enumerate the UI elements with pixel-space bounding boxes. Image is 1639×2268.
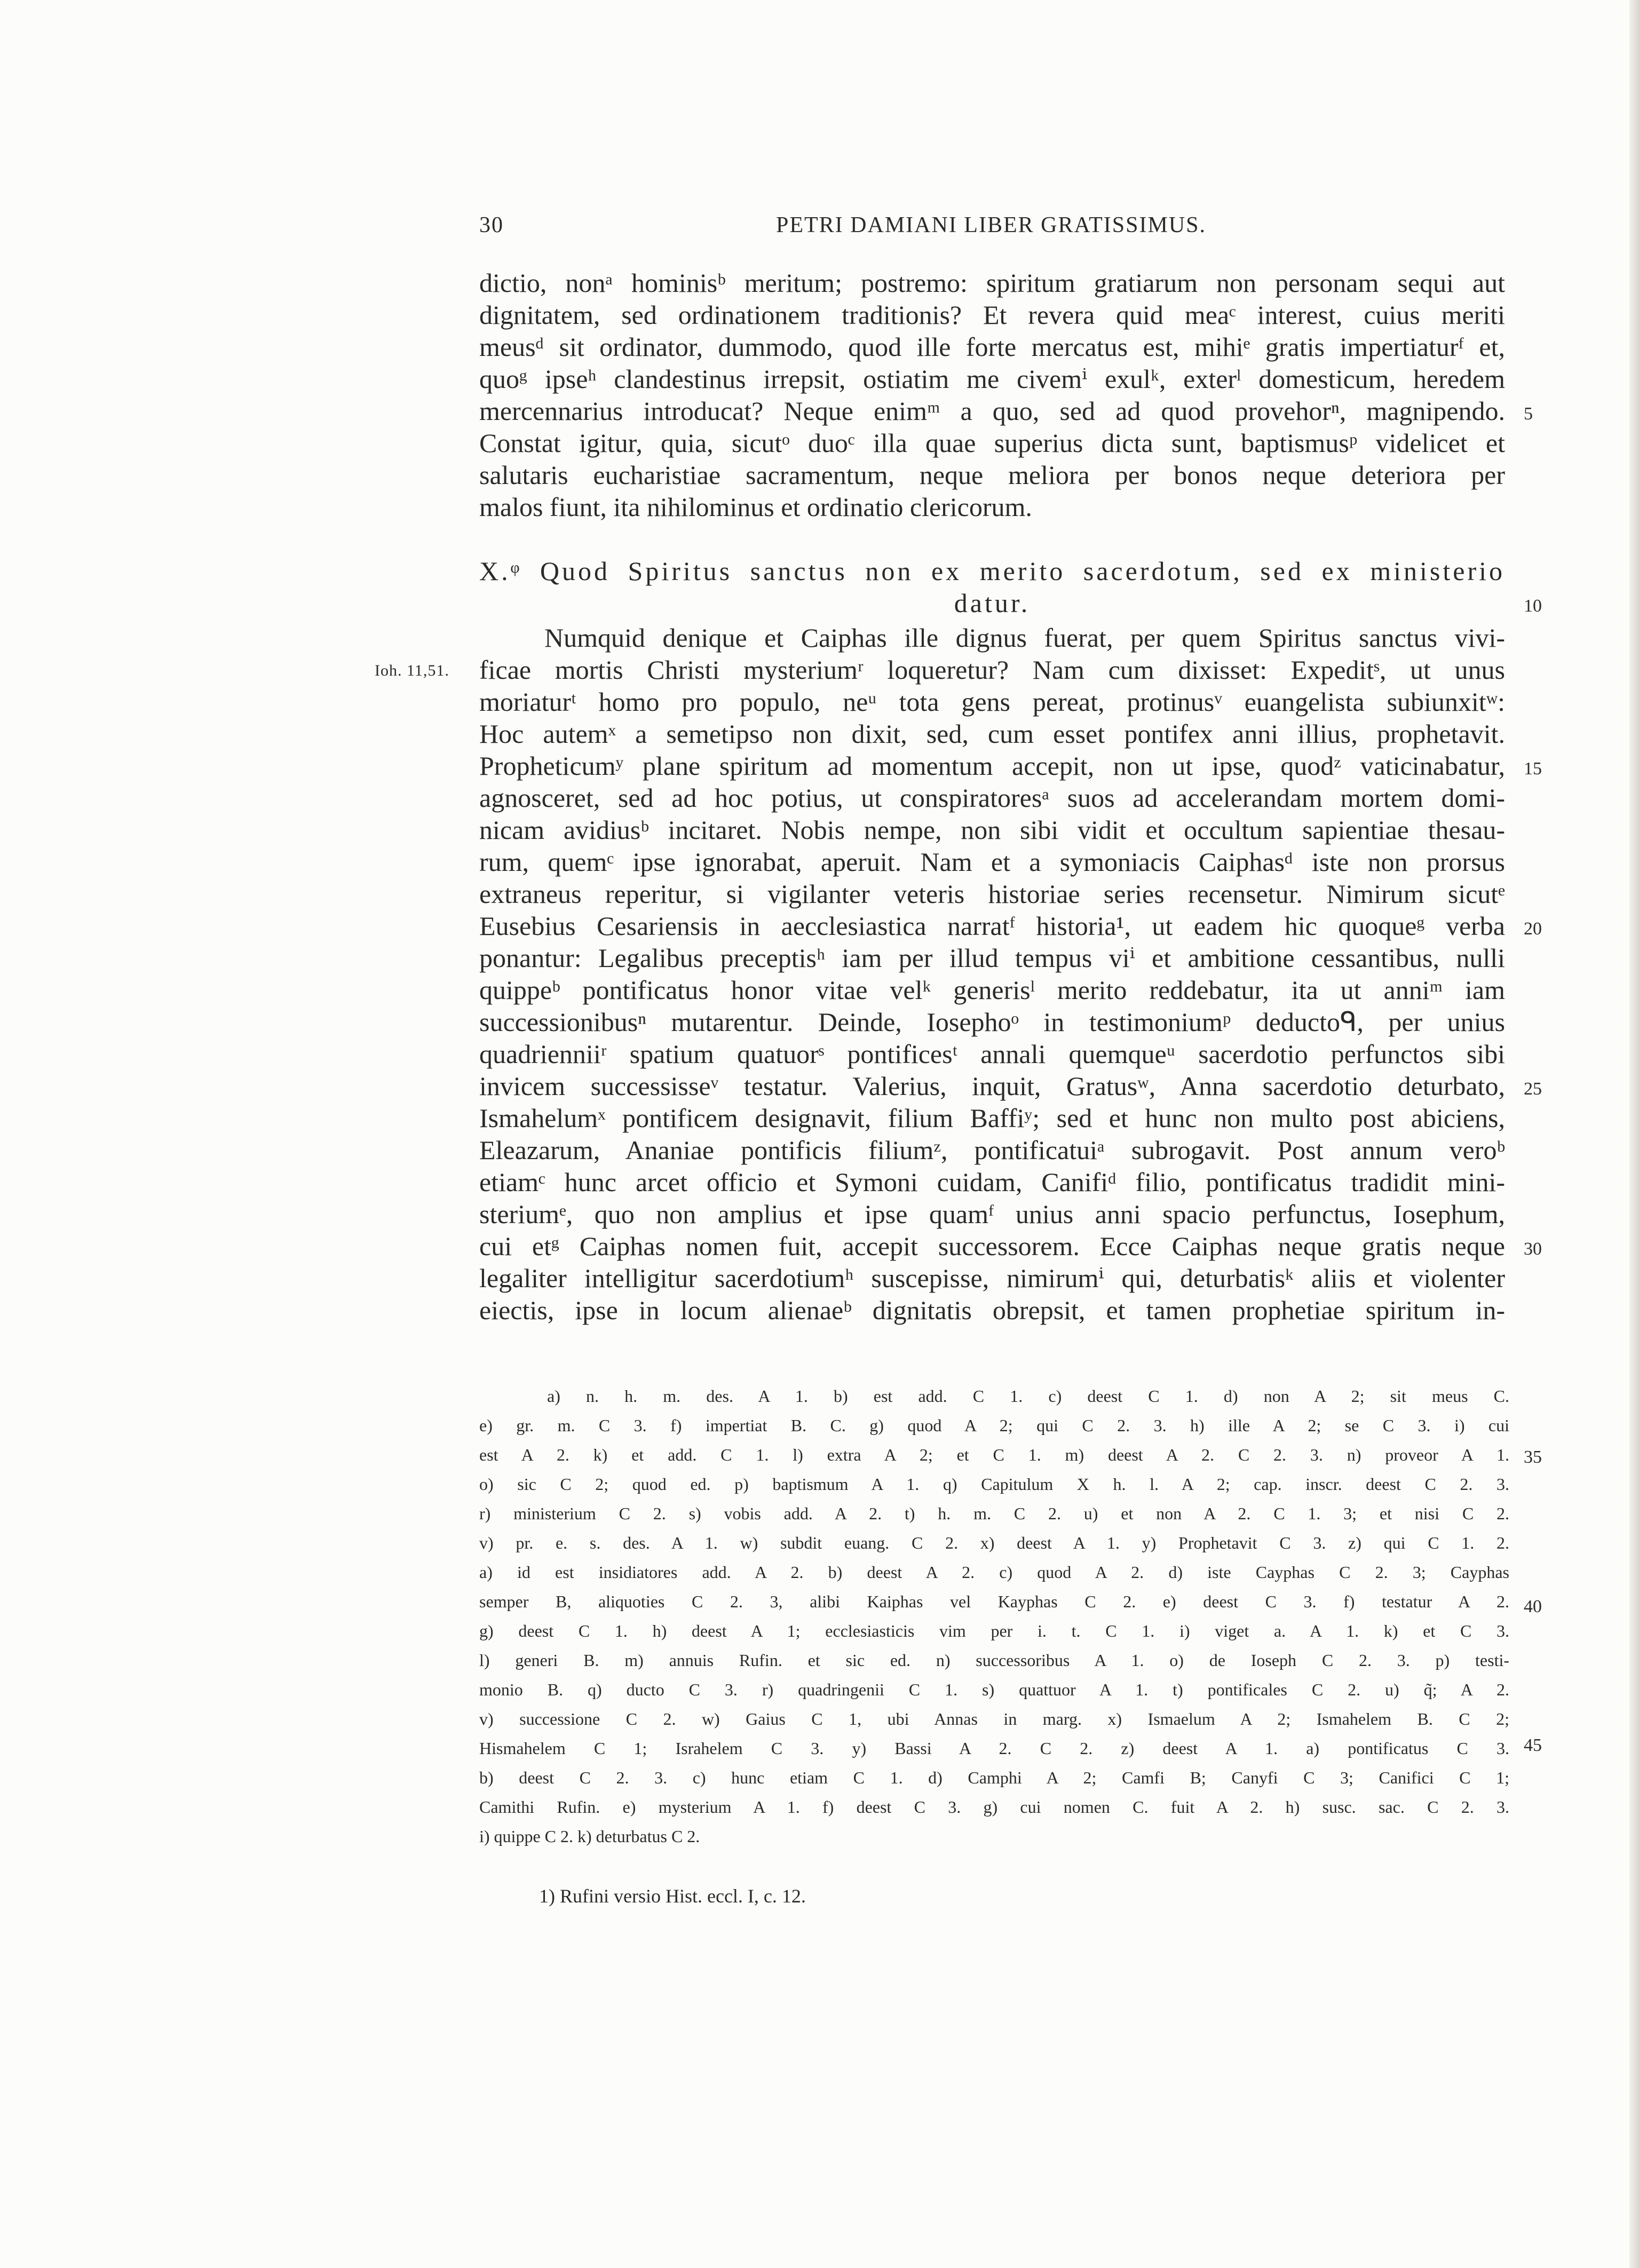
text-line: quadrienniiʳ spatium quatuorˢ pontificesᵗ annali quemqueᵘ sacerdotio perfunctos sibi	[479, 1039, 1505, 1069]
footnote-line: est A 2. k) et add. C 1. l) extra A 2; et C 1. m) deest A 2. C 2. 3. n) proveor A 1.	[479, 1445, 1509, 1464]
text-line: Eleazarum, Ananiae pontificis filiumᶻ, pontificatuiᵃ subrogavit. Post annum veroᵇ	[479, 1135, 1505, 1165]
text-line: meusᵈ sit ordinator, dummodo, quod ille forte mercatus est, mihiᵉ gratis impertiaturᶠ et,	[479, 332, 1505, 362]
text-line: extraneus reperitur, si vigilanter veteris historiae series recensetur. Nimirum sicutᵉ	[479, 879, 1505, 909]
footnote-line: g) deest C 1. h) deest A 1; ecclesiasticis vim per i. t. C 1. i) viget a. A 1. k) et C 3.	[479, 1621, 1509, 1640]
text-line: quippeᵇ pontificatus honor vitae velᵏ generisˡ merito reddebatur, ita ut anniᵐ iam	[479, 975, 1505, 1005]
footnote-line: v) pr. e. s. des. A 1. w) subdit euang. C 2. x) deest A 1. y) Prophetavit C 3. z) qui C 1. 2.	[479, 1533, 1509, 1552]
footnote-line: i) quippe C 2. k) deturbatus C 2.	[479, 1827, 700, 1846]
line-number: 10	[1524, 596, 1542, 616]
text-line: salutaris eucharistiae sacramentum, neque meliora per bonos neque deteriora per	[479, 460, 1505, 490]
footnote-line: v) successione C 2. w) Gaius C 1, ubi Annas in marg. x) Ismaelum A 2; Ismahelem B. C 2;	[479, 1709, 1509, 1728]
footnote-line: monio B. q) ducto C 3. r) quadringenii C 1. s) quattuor A 1. t) pontificales C 2. u) q̃; A 2.	[479, 1680, 1509, 1699]
text-line: Hoc autemˣ a semetipso non dixit, sed, cum esset pontifex anni illius, prophetavit.	[479, 719, 1505, 749]
text-line: moriaturᵗ homo pro populo, neᵘ tota gens pereat, protinusᵛ euangelista subiunxitʷ:	[479, 687, 1505, 717]
text-line: ponantur: Legalibus preceptisʰ iam per illud tempus viⁱ et ambitione cessantibus, nulli	[479, 943, 1505, 973]
footnote-line: b) deest C 2. 3. c) hunc etiam C 1. d) Camphi A 2; Camfi B; Canyfi C 3; Canifici C 1;	[479, 1768, 1509, 1787]
line-number: 30	[1524, 1239, 1542, 1259]
footnote-line: o) sic C 2; quod ed. p) baptismum A 1. q) Capitulum X h. l. A 2; cap. inscr. deest C 2. 3.	[479, 1474, 1509, 1494]
text-line: steriumᵉ, quo non amplius et ipse quamᶠ unius anni spacio perfunctus, Iosephum,	[479, 1199, 1505, 1229]
footnote-line: r) ministerium C 2. s) vobis add. A 2. t) h. m. C 2. u) et non A 2. C 1. 3; et nisi C 2.	[479, 1504, 1509, 1523]
heading-line: datur.	[954, 588, 1031, 618]
text-line: successionibusⁿ mutarentur. Deinde, Iosephoᵒ in testimoniumᵖ deductoᑫ, per unius	[479, 1007, 1505, 1037]
text-line: etiamᶜ hunc arcet officio et Symoni cuidam, Canifiᵈ filio, pontificatus tradidit mini-	[479, 1167, 1505, 1197]
line-number: 45	[1524, 1735, 1542, 1755]
page-number: 30	[479, 213, 504, 237]
text-line: Propheticumʸ plane spiritum ad momentum accepit, non ut ipse, quodᶻ vaticinabatur,	[479, 751, 1505, 781]
page-edge	[1629, 0, 1639, 2268]
text-line: rum, quemᶜ ipse ignorabat, aperuit. Nam et a symoniacis Caiphasᵈ iste non prorsus	[479, 847, 1505, 877]
line-number: 40	[1524, 1597, 1542, 1616]
line-number: 20	[1524, 919, 1542, 939]
text-line: Numquid denique et Caiphas ille dignus fuerat, per quem Spiritus sanctus vivi-	[544, 623, 1505, 653]
text-line: quoᵍ ipseʰ clandestinus irrepsit, ostiatim me civemⁱ exulᵏ, exterˡ domesticum, heredem	[479, 364, 1505, 394]
text-line: malos fiunt, ita nihilominus et ordinatio clericorum.	[479, 492, 1032, 522]
text-line: eiectis, ipse in locum alienaeᵇ dignitatis obrepsit, et tamen prophetiae spiritum in-	[479, 1295, 1505, 1325]
line-number: 25	[1524, 1079, 1542, 1099]
text-line: invicem successisseᵛ testatur. Valerius, inquit, Gratusʷ, Anna sacerdotio deturbato,	[479, 1071, 1505, 1101]
text-line: dignitatem, sed ordinationem traditionis? Et revera quid meaᶜ interest, cuius meriti	[479, 300, 1505, 330]
text-line: nicam avidiusᵇ incitaret. Nobis nempe, non sibi vidit et occultum sapientiae thesau-	[479, 815, 1505, 845]
source-note: 1) Rufini versio Hist. eccl. I, c. 12.	[539, 1885, 806, 1907]
footnote-line: Hismahelem C 1; Israhelem C 3. y) Bassi A 2. C 2. z) deest A 1. a) pontificatus C 3.	[479, 1739, 1509, 1758]
footnote-line: l) generi B. m) annuis Rufin. et sic ed. n) successoribus A 1. o) de Ioseph C 2. 3. p) testi-	[479, 1651, 1509, 1670]
text-line: dictio, nonᵃ hominisᵇ meritum; postremo: spiritum gratiarum non personam sequi aut	[479, 268, 1505, 298]
heading-line: X.ᵠ Quod Spiritus sanctus non ex merito sacerdotum, sed ex ministerio	[479, 556, 1505, 586]
footnote-line: semper B, aliquoties C 2. 3, alibi Kaiphas vel Kayphas C 2. e) deest C 3. f) testatur A 2.	[479, 1592, 1509, 1611]
text-line: legaliter intelligitur sacerdotiumʰ suscepisse, nimirumⁱ qui, deturbatisᵏ aliis et violenter	[479, 1263, 1505, 1293]
running-title: PETRI DAMIANI LIBER GRATISSIMUS.	[776, 213, 1207, 237]
text-line: agnosceret, sed ad hoc potius, ut conspiratoresᵃ suos ad accelerandam mortem domi-	[479, 783, 1505, 813]
text-line: cui etᵍ Caiphas nomen fuit, accepit successorem. Ecce Caiphas neque gratis neque	[479, 1231, 1505, 1261]
footnote-line: a) id est insidiatores add. A 2. b) deest A 2. c) quod A 2. d) iste Cayphas C 2. 3; Cayphas	[479, 1563, 1509, 1582]
text-line: Eusebius Cesariensis in aecclesiastica narratᶠ historia¹, ut eadem hic quoqueᵍ verba	[479, 911, 1505, 941]
line-number: 35	[1524, 1447, 1542, 1467]
footnote-line: a) n. h. m. des. A 1. b) est add. C 1. c) deest C 1. d) non A 2; sit meus C.	[547, 1386, 1509, 1406]
text-line: Constat igitur, quia, sicutᵒ duoᶜ illa quae superius dicta sunt, baptismusᵖ videlicet et	[479, 428, 1505, 458]
page-header	[479, 212, 1232, 250]
margin-reference: Ioh. 11,51.	[375, 662, 449, 679]
footnote-line: e) gr. m. C 3. f) impertiat B. C. g) quod A 2; qui C 2. 3. h) ille A 2; se C 3. i) cui	[479, 1416, 1509, 1435]
text-line: mercennarius introducat? Neque enimᵐ a quo, sed ad quod provehorⁿ, magnipendo.	[479, 396, 1505, 426]
footnote-line: Camithi Rufin. e) mysterium A 1. f) deest C 3. g) cui nomen C. fuit A 2. h) susc. sac. C 2. 3.	[479, 1797, 1509, 1817]
line-number: 15	[1524, 759, 1542, 779]
line-number: 5	[1524, 404, 1533, 424]
text-line: Ismahelumˣ pontificem designavit, filium Baffiʸ; sed et hunc non multo post abiciens,	[479, 1103, 1505, 1133]
text-line: ficae mortis Christi mysteriumʳ loqueretur? Nam cum dixisset: Expeditˢ, ut unus	[479, 655, 1505, 685]
